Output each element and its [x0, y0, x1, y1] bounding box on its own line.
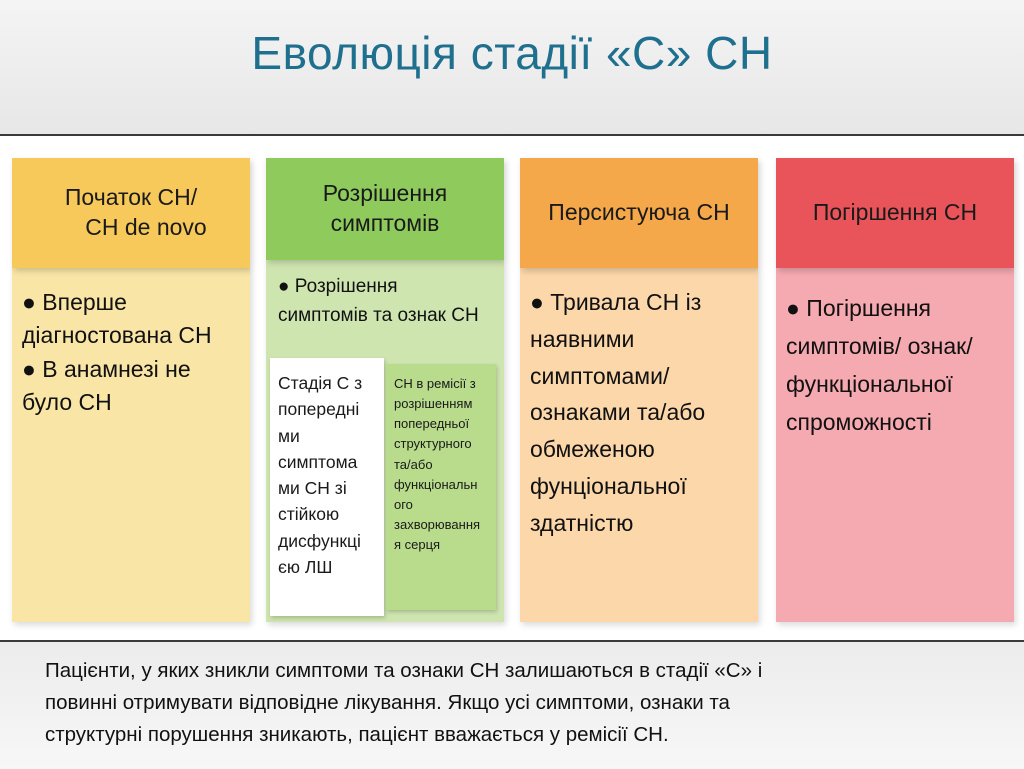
footer-text: [45, 655, 1005, 750]
column-3-header: [520, 158, 758, 268]
column-1-header: [12, 158, 250, 268]
sub-right-line: та/або: [394, 456, 433, 472]
sub-right-line: розрішенням: [394, 396, 473, 412]
sub-left-line: ми СН зі: [278, 478, 347, 498]
column-4-body-line: спроможності: [786, 408, 932, 435]
sub-right-line: я серця: [394, 537, 441, 553]
sub-left-line: ми: [278, 425, 300, 446]
column-4-body-text: [786, 290, 973, 442]
column-1-header-line-2: CH de novo: [85, 214, 207, 240]
column-2-sub-box-left: [270, 358, 384, 616]
sub-right-line: ого: [394, 496, 413, 512]
column-2-body-text: [278, 272, 479, 331]
column-4-body-line: ● Погіршення: [786, 295, 931, 321]
sub-right-line: структурного: [394, 436, 472, 452]
footer-line: повинні отримувати відповідне лікування. Якщо усі симптоми, ознаки та: [45, 690, 730, 714]
column-3-header-line-1: Персистуюча СН: [548, 199, 730, 226]
column-2-sub-box-right: [386, 364, 496, 610]
column-3-body-text: [530, 284, 705, 542]
column-1-header-line-1: Початок СН/: [64, 184, 198, 211]
column-4-body-line: симптомів/ ознак/: [786, 332, 973, 359]
column-2-body-line: ● Розрішення: [278, 276, 398, 297]
sub-right-line: функціональн: [394, 476, 478, 492]
column-2-header-line-1: Розрішення: [322, 180, 448, 207]
sub-left-line: симптома: [278, 451, 358, 472]
column-1-body-line: ● В анамнезі не: [22, 355, 191, 382]
column-4-body-line: функціональної: [786, 370, 953, 397]
column-3-body-line: ознаками та/або: [530, 399, 706, 426]
sub-right-line: захворювання: [394, 516, 481, 532]
sub-right-line: СН в ремісії з: [394, 376, 476, 391]
column-3-body-line: симптомами/: [530, 362, 670, 389]
footer-line: структурні порушення зникають, пацієнт вважається у ремісії СН.: [45, 722, 669, 746]
column-1-body-line: ● Вперше: [22, 289, 127, 315]
column-3-body-line: обмеженою: [530, 436, 655, 463]
column-4-header: [776, 158, 1014, 268]
sub-left-line: Стадія С з: [278, 373, 363, 393]
column-3-body-line: здатністю: [530, 509, 634, 536]
column-1-body-line: діагностована СН: [22, 322, 212, 349]
sub-left-line: попередні: [278, 399, 360, 420]
sub-right-line: попередньої: [394, 416, 470, 432]
column-2-body-line: симптомів та ознак СН: [278, 305, 479, 327]
sub-left-line: стійкою: [278, 504, 340, 525]
column-2-header: [266, 158, 504, 260]
sub-left-line: дисфункці: [278, 530, 361, 551]
column-1-body-line: було СН: [22, 389, 112, 416]
sub-left-line: єю ЛШ: [278, 556, 333, 577]
column-1-body-text: [22, 286, 212, 419]
column-2-header-line-2: симптомів: [330, 210, 440, 236]
footer-line: Пацієнти, у яких зникли симптоми та ознаки СН залишаються в стадії «С» і: [45, 659, 763, 682]
column-3-body-line: наявними: [530, 325, 635, 352]
column-3-body-line: ● Тривала СН із: [530, 289, 702, 315]
page-title: Еволюція стадії «С» СН: [251, 27, 773, 79]
column-4-header-line-1: Погіршення СН: [812, 199, 978, 226]
column-3-body-line: фунціональної: [530, 472, 687, 499]
